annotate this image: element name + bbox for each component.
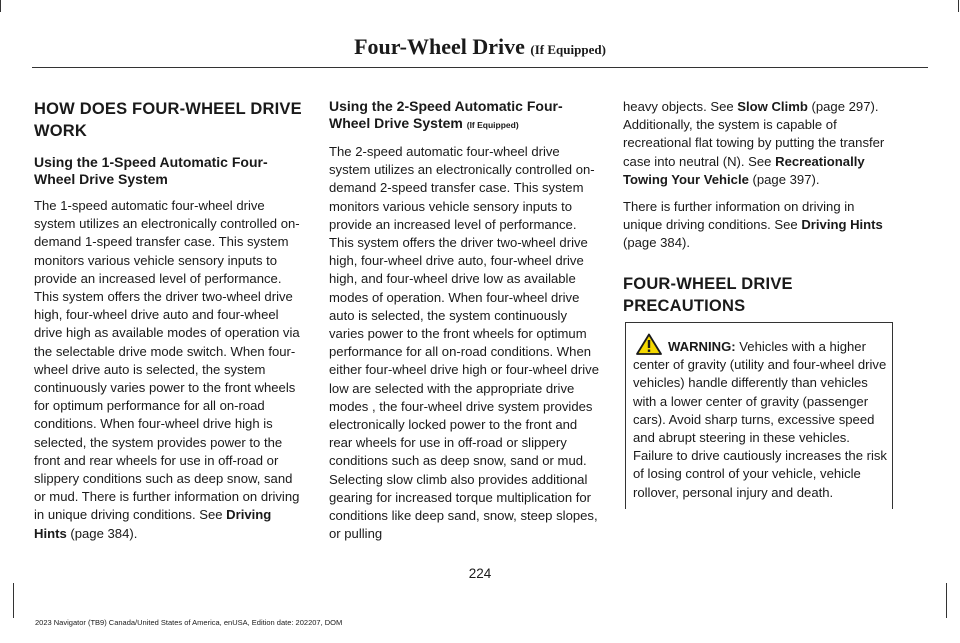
page-reference: (page 397). — [748, 171, 820, 187]
column-middle — [329, 98, 601, 552]
section-heading-precautions — [623, 273, 895, 317]
warning-triangle-icon — [636, 333, 662, 355]
warning-box — [625, 322, 893, 509]
paragraph-1-speed — [34, 197, 306, 543]
paragraph-text: heavy objects. See — [623, 99, 738, 114]
warning-paragraph — [633, 333, 888, 502]
crop-mark — [958, 0, 959, 12]
link-driving-hints-2[interactable]: Driving Hints — [801, 217, 883, 233]
column-right — [623, 98, 895, 329]
warning-text: Vehicles with a higher center of gravity (utility and four-wheel drive vehicles) handle differently than vehicles with a lower center of gravity (passenger cars). Avoid sharp turns, excessive speed and abrupt steering in these vehicles. Failure to drive cautiously increases the risk of losing control of your vehicle, vehicle rollover, personal injury and death. — [633, 339, 887, 500]
paragraph-further-info — [623, 198, 895, 253]
page-number: 224 — [468, 566, 492, 581]
paragraph-text: (page 297). Additionally, the system is capable of recreational flat towing by putting the transfer case into neutral (N). See — [623, 99, 885, 169]
subheading-2-speed — [329, 98, 601, 134]
link-recreationally-towing[interactable]: Recreationally Towing Your Vehicle — [623, 153, 865, 187]
footer-edition-info: 2023 Navigator (TB9) Canada/United States of America, enUSA, Edition date: 202207, DOM — [35, 618, 343, 627]
heading-line-2: WORK — [34, 122, 88, 140]
page-header-title — [0, 34, 960, 60]
column-left — [34, 98, 306, 552]
crop-mark — [946, 583, 947, 618]
paragraph-text: There is further information on driving in unique driving conditions. See — [623, 199, 855, 233]
header-title-text: Four-Wheel Drive — [354, 34, 525, 59]
warning-label: WARNING: — [668, 339, 736, 354]
paragraph-2-speed: The 2-speed automatic four-wheel drive system utilizes an electronically controlled on-demand 2-speed transfer case. This system monitors various vehicle sensory inputs to provide an increased level of performance. This system offers the driver two-wheel drive high, four-wheel drive auto, four-wheel drive high, and four-wheel drive low as available modes of operation. When four-wheel drive auto is selected, the system continuously varies power to the front wheels for optimum performance for all on-road conditions. When either four-wheel drive high or four-wheel drive low are selected with the appropriate drive modes , the four-wheel drive system provides electronically locked power to the front and rear wheels for use in off-road or slippery conditions such as deep snow, sand or mud. Selecting slow climb also provides additional gearing for increased torque multiplication for conditions like deep sand, snow, steep slopes, or pulling — [329, 144, 600, 542]
link-slow-climb[interactable]: Slow Climb — [737, 99, 808, 114]
crop-mark — [0, 0, 1, 12]
paragraph-text: The 1-speed automatic four-wheel drive system utilizes an electronically controlled on-demand 1-speed transfer case. This system monitors various vehicle sensory inputs to provide an increased level of performance. This system offers the driver two-wheel drive high, four-wheel drive auto and four-wheel drive high as available modes of operation via the selectable drive mode switch. When four-wheel drive auto is selected, the system continuously varies power to the front wheels for optimum performance for all on-road conditions. When four-wheel drive high is selected, the system provides power to the front and rear wheels for use in off-road or slippery conditions such as deep snow, sand or mud. There is further information on driving in unique driving conditions. See — [34, 198, 300, 523]
page-reference: (page 384). — [623, 235, 690, 251]
crop-mark — [13, 583, 14, 618]
paragraph-continued — [623, 98, 895, 189]
link-driving-hints[interactable]: Driving Hints — [34, 507, 272, 541]
subheading-2-speed-text: Using the 2-Speed Automatic Four-Wheel Drive System — [329, 98, 563, 131]
header-subtitle: (If Equipped) — [530, 42, 606, 57]
page-reference: (page 384). — [66, 525, 138, 541]
subheading-1-speed: Using the 1-Speed Automatic Four-Wheel Drive System — [34, 154, 268, 187]
heading-line-2: PRECAUTIONS — [623, 296, 746, 315]
heading-line-1: HOW DOES FOUR-WHEEL DRIVE — [34, 100, 302, 118]
header-divider — [32, 67, 928, 68]
section-heading-how-4wd-works — [34, 98, 306, 142]
subheading-if-equipped: (If Equipped) — [466, 120, 519, 130]
heading-line-1: FOUR-WHEEL DRIVE — [623, 274, 793, 293]
